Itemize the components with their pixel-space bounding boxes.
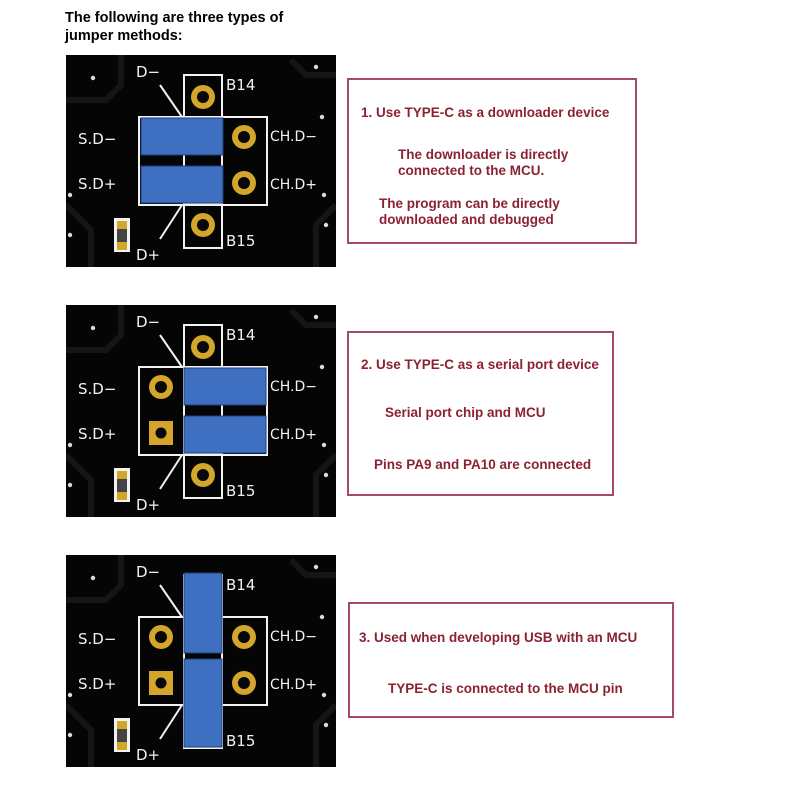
method-1-line-a2: connected to the MCU. bbox=[398, 163, 545, 178]
method-2-description-a: Serial port chip and MCU bbox=[385, 405, 546, 420]
trace bbox=[291, 310, 336, 325]
d-minus-pointer bbox=[160, 335, 182, 367]
pad-ch-d-minus-hole bbox=[238, 131, 250, 143]
via-dot bbox=[68, 193, 72, 197]
label-d-plus: D+ bbox=[136, 496, 161, 514]
via-dot bbox=[324, 723, 328, 727]
label-d-minus: D− bbox=[136, 63, 161, 81]
smd-pad-top bbox=[117, 471, 127, 479]
via-dot bbox=[314, 565, 318, 569]
pad-b15-hole bbox=[197, 469, 209, 481]
label-ch-d-plus: CH.D+ bbox=[270, 427, 318, 443]
jumper-cap-top bbox=[141, 118, 223, 155]
via-dot bbox=[320, 615, 324, 619]
via-dot bbox=[322, 693, 326, 697]
d-plus-pointer bbox=[160, 205, 182, 239]
method-1-line-b1: The program can be directly bbox=[379, 196, 560, 211]
via-dot bbox=[320, 115, 324, 119]
trace bbox=[316, 205, 336, 267]
via-dot bbox=[91, 76, 95, 80]
smd-pad-top bbox=[117, 221, 127, 229]
jumper-cap-bottom bbox=[184, 659, 222, 747]
label-s-d-minus: S.D− bbox=[78, 130, 117, 148]
method-1-title: 1. Use TYPE-C as a downloader device bbox=[361, 105, 610, 120]
jumper-cap-top bbox=[184, 368, 266, 405]
via-dot bbox=[322, 443, 326, 447]
method-1-line-b2: downloaded and debugged bbox=[379, 212, 554, 227]
d-minus-pointer bbox=[160, 85, 182, 117]
via-dot bbox=[314, 65, 318, 69]
method-2-description-b: Pins PA9 and PA10 are connected bbox=[374, 457, 592, 472]
label-ch-d-minus: CH.D− bbox=[270, 129, 318, 145]
smd-pad-bottom bbox=[117, 242, 127, 250]
label-s-d-plus: S.D+ bbox=[78, 175, 117, 193]
method-2-title: 2. Use TYPE-C as a serial port device bbox=[361, 357, 599, 372]
pad-b15-hole bbox=[197, 219, 209, 231]
pad-s-d-minus-hole bbox=[155, 381, 167, 393]
smd-pad-bottom bbox=[117, 492, 127, 500]
label-ch-d-plus: CH.D+ bbox=[270, 677, 318, 693]
page-heading bbox=[65, 9, 325, 45]
pad-s-d-plus-hole bbox=[156, 678, 167, 689]
smd-body bbox=[117, 479, 127, 492]
via-dot bbox=[68, 733, 72, 737]
label-b15: B15 bbox=[226, 232, 256, 250]
pad-s-d-plus-hole bbox=[156, 428, 167, 439]
label-b15: B15 bbox=[226, 482, 256, 500]
jumper-cap-top bbox=[184, 573, 222, 653]
via-dot bbox=[320, 365, 324, 369]
via-dot bbox=[324, 473, 328, 477]
method-3-description: TYPE-C is connected to the MCU pin bbox=[388, 681, 623, 696]
pad-ch-d-plus-hole bbox=[238, 177, 250, 189]
label-ch-d-minus: CH.D− bbox=[270, 629, 318, 645]
pad-b14-hole bbox=[197, 341, 209, 353]
callout-method-2 bbox=[347, 331, 614, 496]
label-s-d-plus: S.D+ bbox=[78, 425, 117, 443]
label-s-d-minus: S.D− bbox=[78, 630, 117, 648]
d-plus-pointer bbox=[160, 705, 182, 739]
pad-b14-hole bbox=[197, 91, 209, 103]
via-dot bbox=[324, 223, 328, 227]
pad-ch-d-minus-hole bbox=[238, 631, 250, 643]
label-d-plus: D+ bbox=[136, 246, 161, 264]
via-dot bbox=[322, 193, 326, 197]
pcb-board-method-1 bbox=[66, 55, 336, 267]
smd-pad-bottom bbox=[117, 742, 127, 750]
label-ch-d-minus: CH.D− bbox=[270, 379, 318, 395]
label-d-minus: D− bbox=[136, 313, 161, 331]
label-s-d-plus: S.D+ bbox=[78, 675, 117, 693]
label-b15: B15 bbox=[226, 732, 256, 750]
trace bbox=[291, 60, 336, 75]
heading-line-2: jumper methods: bbox=[65, 28, 183, 44]
method-1-line-a1: The downloader is directly bbox=[398, 147, 569, 162]
label-b14: B14 bbox=[226, 76, 256, 94]
via-dot bbox=[91, 576, 95, 580]
label-d-minus: D− bbox=[136, 563, 161, 581]
pcb-board-method-3 bbox=[66, 555, 336, 767]
via-dot bbox=[68, 443, 72, 447]
via-dot bbox=[314, 315, 318, 319]
method-1-description-a bbox=[398, 147, 568, 179]
pad-ch-d-plus-hole bbox=[238, 677, 250, 689]
d-plus-pointer bbox=[160, 455, 182, 489]
smd-pad-top bbox=[117, 721, 127, 729]
label-b14: B14 bbox=[226, 326, 256, 344]
via-dot bbox=[68, 233, 72, 237]
trace bbox=[316, 705, 336, 767]
smd-body bbox=[117, 729, 127, 742]
label-b14: B14 bbox=[226, 576, 256, 594]
pad-s-d-minus-hole bbox=[155, 631, 167, 643]
via-dot bbox=[91, 326, 95, 330]
via-dot bbox=[68, 483, 72, 487]
label-ch-d-plus: CH.D+ bbox=[270, 177, 318, 193]
method-1-description-b bbox=[379, 196, 560, 228]
label-s-d-minus: S.D− bbox=[78, 380, 117, 398]
pcb-board-method-2 bbox=[66, 305, 336, 517]
trace bbox=[316, 455, 336, 517]
callout-method-1 bbox=[347, 78, 637, 244]
callout-method-3 bbox=[348, 602, 674, 718]
trace bbox=[291, 560, 336, 575]
jumper-cap-bottom bbox=[184, 416, 266, 453]
jumper-cap-bottom bbox=[141, 166, 223, 203]
d-minus-pointer bbox=[160, 585, 182, 617]
smd-body bbox=[117, 229, 127, 242]
heading-line-1: The following are three types of bbox=[65, 10, 284, 26]
method-3-title: 3. Used when developing USB with an MCU bbox=[359, 630, 638, 645]
via-dot bbox=[68, 693, 72, 697]
label-d-plus: D+ bbox=[136, 746, 161, 764]
